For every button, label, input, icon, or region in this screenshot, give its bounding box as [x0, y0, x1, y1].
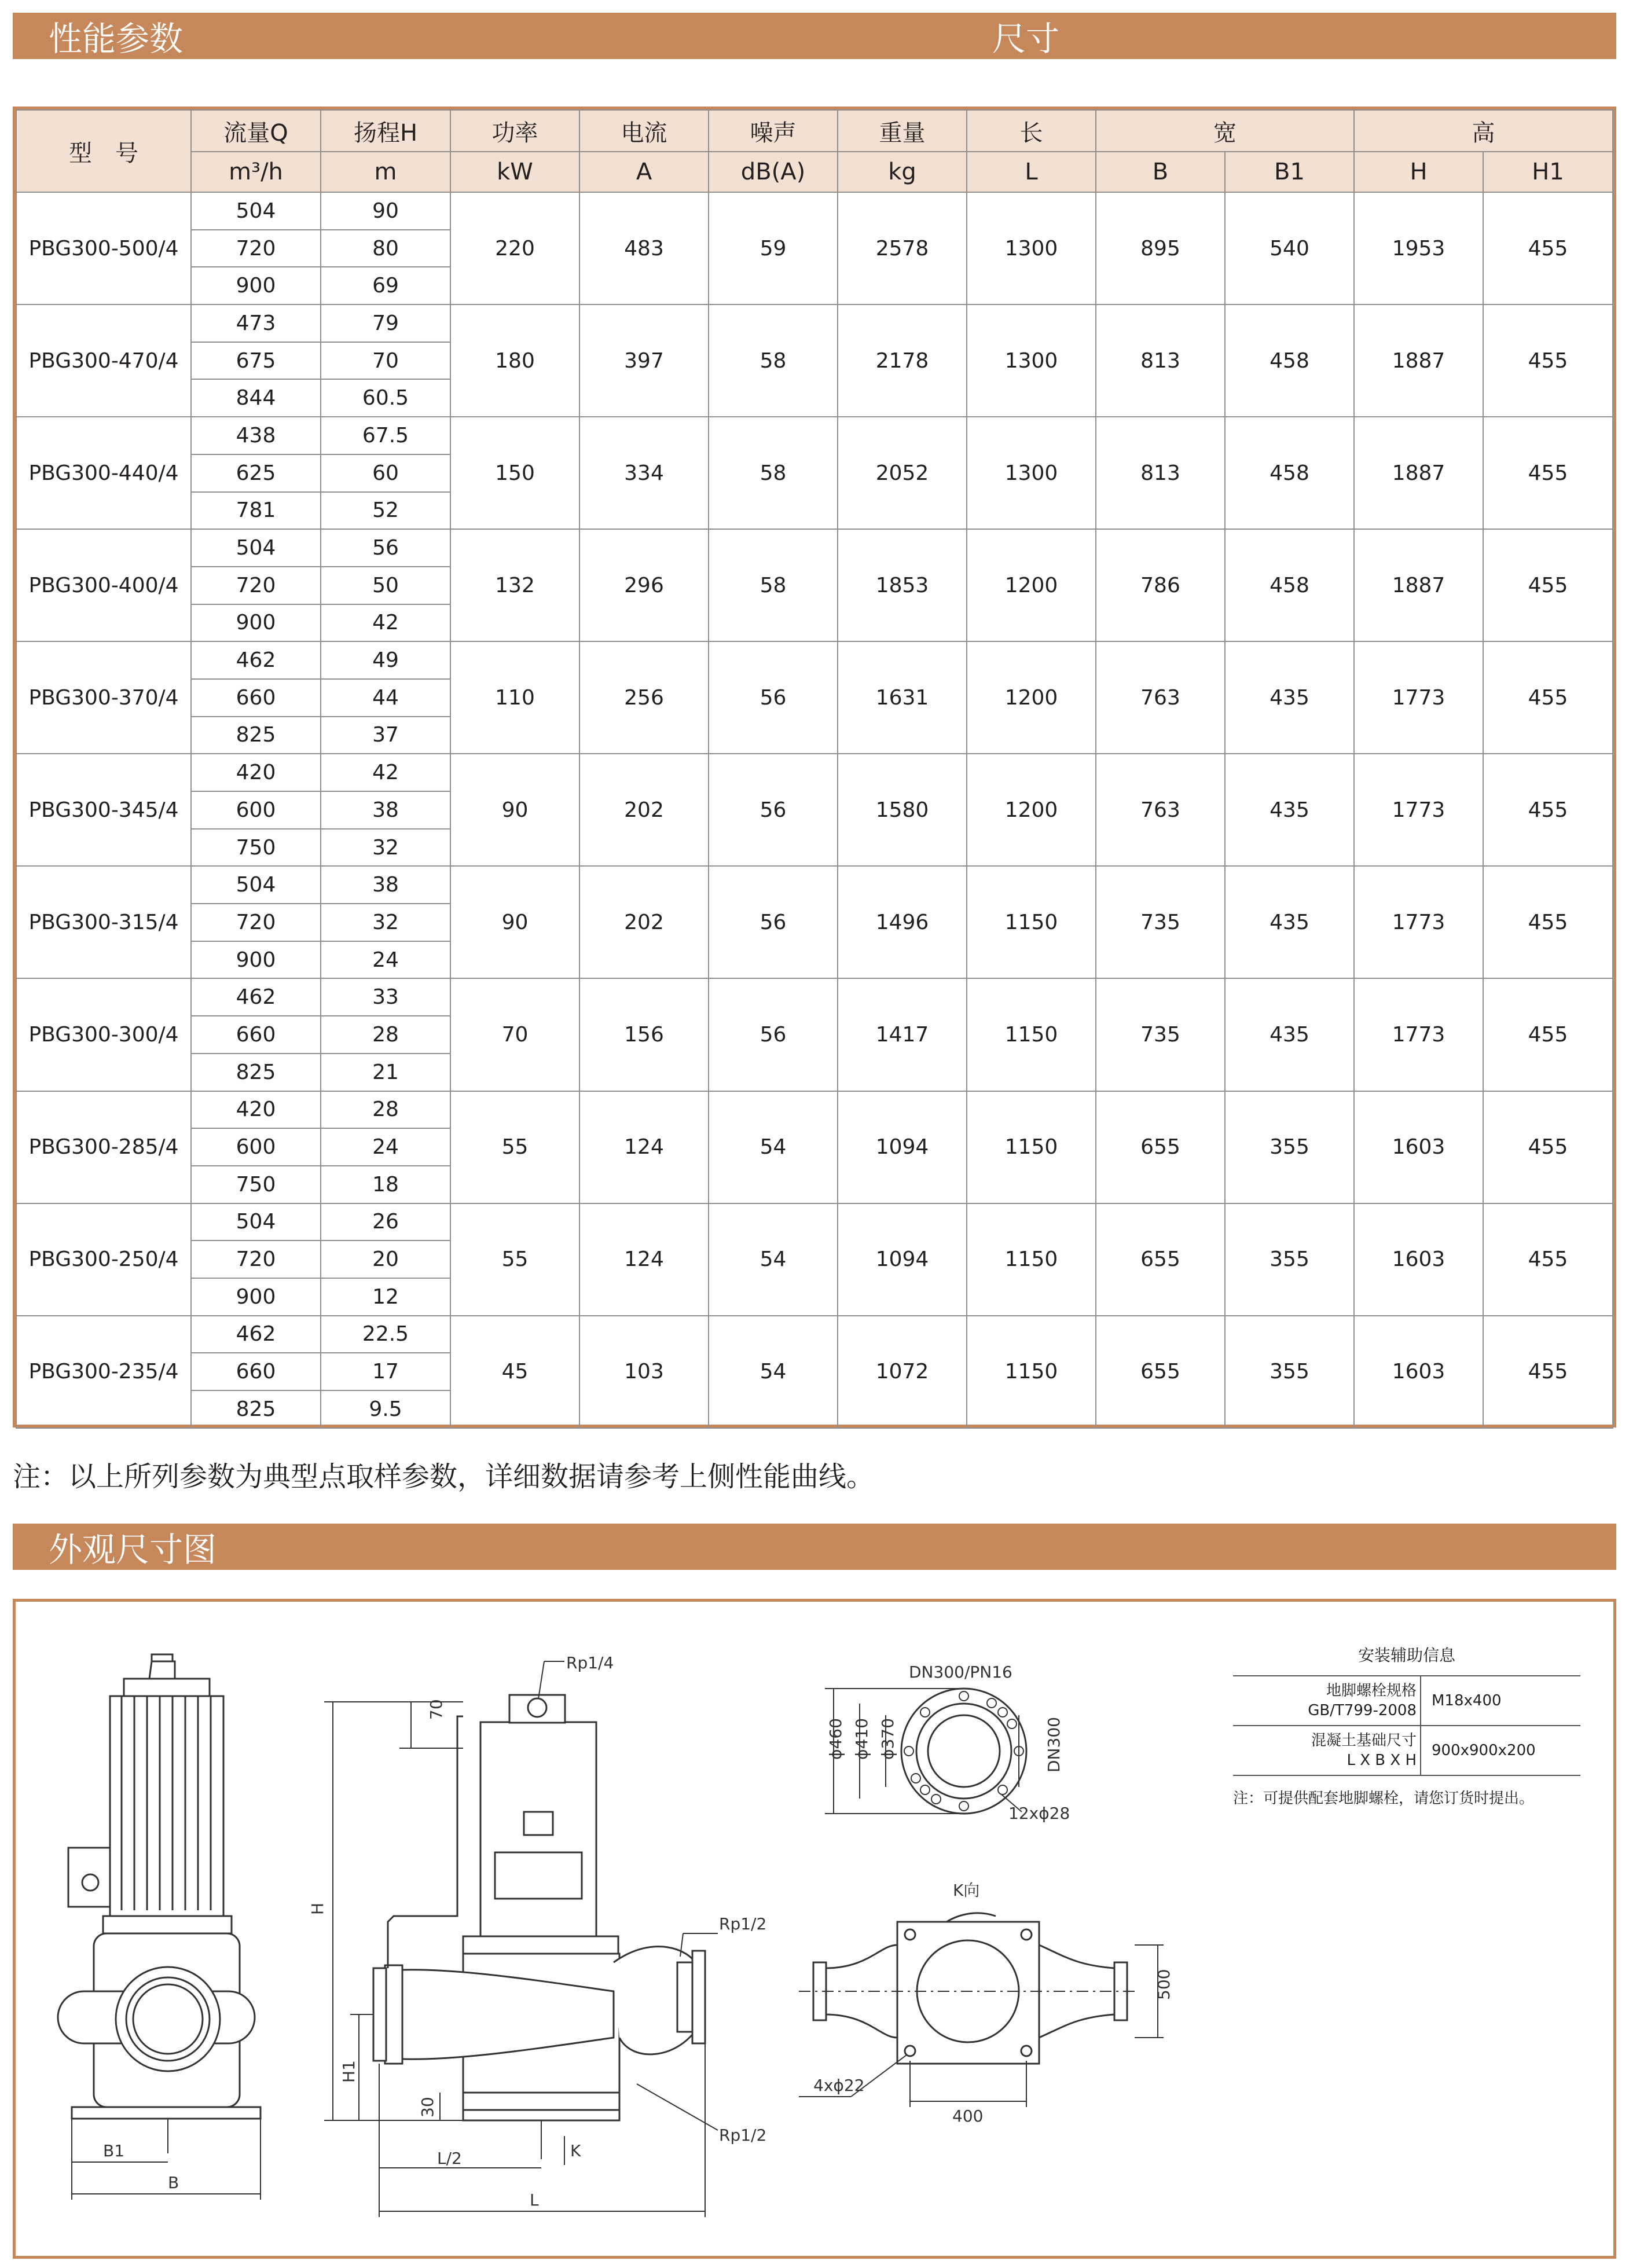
model-cell: PBG300-470/4: [16, 304, 191, 417]
current-cell: 256: [579, 641, 709, 754]
noise-cell: 56: [709, 866, 838, 978]
bolt-spec-label: 地脚螺栓规格: [1326, 1682, 1417, 1700]
width-b-cell: 813: [1096, 417, 1225, 529]
height-h-cell: 1773: [1354, 641, 1483, 754]
header-head: 扬程H: [321, 110, 450, 152]
head-cell: 67.5: [321, 417, 450, 454]
flow-cell: 660: [191, 1016, 321, 1054]
head-cell: 33: [321, 978, 450, 1016]
weight-cell: 1417: [838, 978, 967, 1091]
head-cell: 24: [321, 1128, 450, 1166]
flow-cell: 504: [191, 866, 321, 904]
width-b1-cell: 435: [1225, 754, 1354, 866]
width-b-cell: 655: [1096, 1316, 1225, 1428]
width-b1-cell: 458: [1225, 304, 1354, 417]
height-h-cell: 1603: [1354, 1091, 1483, 1203]
width-b-cell: 813: [1096, 304, 1225, 417]
performance-title: 性能参数: [49, 19, 184, 58]
unit-b: B: [1096, 152, 1225, 192]
width-b-cell: 655: [1096, 1203, 1225, 1316]
current-cell: 483: [579, 192, 709, 304]
model-cell: PBG300-440/4: [16, 417, 191, 529]
label-k-view: K向: [953, 1881, 980, 1900]
noise-cell: 58: [709, 304, 838, 417]
flow-cell: 462: [191, 978, 321, 1016]
noise-cell: 54: [709, 1091, 838, 1203]
label-500: 500: [1154, 1969, 1173, 2000]
flow-cell: 844: [191, 379, 321, 417]
current-cell: 202: [579, 866, 709, 978]
noise-cell: 56: [709, 754, 838, 866]
model-cell: PBG300-400/4: [16, 529, 191, 641]
model-cell: PBG300-235/4: [16, 1316, 191, 1428]
model-cell: PBG300-285/4: [16, 1091, 191, 1203]
width-b-cell: 735: [1096, 978, 1225, 1091]
power-cell: 150: [450, 417, 579, 529]
pump-side-view: [373, 1695, 705, 2120]
head-cell: 79: [321, 304, 450, 342]
power-cell: 132: [450, 529, 579, 641]
noise-cell: 58: [709, 529, 838, 641]
head-cell: 24: [321, 941, 450, 979]
weight-cell: 1072: [838, 1316, 967, 1428]
header-height: 高: [1354, 110, 1613, 152]
noise-cell: 56: [709, 978, 838, 1091]
power-cell: 90: [450, 866, 579, 978]
header-weight: 重量: [838, 110, 967, 152]
model-cell: PBG300-370/4: [16, 641, 191, 754]
width-b1-cell: 435: [1225, 978, 1354, 1091]
install-footnote: 注：可提供配套地脚螺栓，请您订货时提出。: [1233, 1790, 1535, 1807]
flow-cell: 825: [191, 717, 321, 754]
power-cell: 90: [450, 754, 579, 866]
noise-cell: 56: [709, 641, 838, 754]
flow-cell: 675: [191, 342, 321, 380]
current-cell: 397: [579, 304, 709, 417]
head-cell: 20: [321, 1241, 450, 1278]
flow-cell: 900: [191, 604, 321, 642]
height-h-cell: 1603: [1354, 1316, 1483, 1428]
power-cell: 55: [450, 1203, 579, 1316]
flow-cell: 900: [191, 941, 321, 979]
head-cell: 38: [321, 866, 450, 904]
header-length: 长: [967, 110, 1096, 152]
weight-cell: 1631: [838, 641, 967, 754]
weight-cell: 1094: [838, 1091, 967, 1203]
weight-cell: 1580: [838, 754, 967, 866]
head-cell: 44: [321, 679, 450, 717]
height-h1-cell: 455: [1483, 417, 1613, 529]
current-cell: 124: [579, 1091, 709, 1203]
unit-power: kW: [450, 152, 579, 192]
header-current: 电流: [579, 110, 709, 152]
flow-cell: 660: [191, 679, 321, 717]
flow-cell: 420: [191, 1091, 321, 1129]
install-info-title: 安装辅助信息: [1358, 1646, 1455, 1665]
unit-head: m: [321, 152, 450, 192]
length-cell: 1150: [967, 978, 1096, 1091]
width-b-cell: 763: [1096, 641, 1225, 754]
flow-cell: 750: [191, 1166, 321, 1203]
label-l-half: L/2: [437, 2149, 462, 2168]
head-cell: 69: [321, 267, 450, 304]
unit-flow: m³/h: [191, 152, 321, 192]
head-cell: 9.5: [321, 1390, 450, 1428]
height-h-cell: 1953: [1354, 192, 1483, 304]
label-dn300: DN300: [1044, 1717, 1063, 1772]
flow-cell: 720: [191, 904, 321, 941]
flow-cell: 438: [191, 417, 321, 454]
flow-cell: 420: [191, 754, 321, 791]
flow-cell: 462: [191, 641, 321, 679]
height-h-cell: 1773: [1354, 866, 1483, 978]
height-h1-cell: 455: [1483, 529, 1613, 641]
install-row-bolt-key: [1233, 1676, 1421, 1726]
current-cell: 156: [579, 978, 709, 1091]
label-d460: ϕ460: [826, 1718, 845, 1760]
length-cell: 1150: [967, 866, 1096, 978]
header-noise: 噪声: [709, 110, 838, 152]
power-cell: 70: [450, 978, 579, 1091]
height-h-cell: 1887: [1354, 529, 1483, 641]
height-h1-cell: 455: [1483, 978, 1613, 1091]
label-30: 30: [418, 2097, 437, 2117]
width-b1-cell: 355: [1225, 1316, 1354, 1428]
foundation-size-value: 900x900x200: [1421, 1726, 1580, 1775]
bolt-standard-label: GB/T799-2008: [1308, 1702, 1417, 1719]
width-b-cell: 735: [1096, 866, 1225, 978]
label-rp12-top: Rp1/2: [719, 1914, 767, 1933]
header-width: 宽: [1096, 110, 1354, 152]
flow-cell: 473: [191, 304, 321, 342]
flow-cell: 781: [191, 492, 321, 530]
height-h-cell: 1773: [1354, 754, 1483, 866]
height-h1-cell: 455: [1483, 1203, 1613, 1316]
header-power: 功率: [450, 110, 579, 152]
length-cell: 1150: [967, 1203, 1096, 1316]
head-cell: 70: [321, 342, 450, 380]
noise-cell: 54: [709, 1203, 838, 1316]
head-cell: 28: [321, 1016, 450, 1054]
weight-cell: 1853: [838, 529, 967, 641]
length-cell: 1300: [967, 192, 1096, 304]
flow-cell: 720: [191, 567, 321, 604]
unit-weight: kg: [838, 152, 967, 192]
length-cell: 1300: [967, 304, 1096, 417]
head-cell: 22.5: [321, 1316, 450, 1353]
label-rp14: Rp1/4: [566, 1653, 614, 1672]
bolt-spec-value: M18x400: [1421, 1676, 1580, 1726]
head-cell: 38: [321, 791, 450, 829]
power-cell: 180: [450, 304, 579, 417]
current-cell: 334: [579, 417, 709, 529]
head-cell: 80: [321, 230, 450, 267]
label-bolt-holes: 12xϕ28: [1008, 1804, 1070, 1823]
head-cell: 32: [321, 829, 450, 867]
dimension-title: 尺寸: [992, 19, 1060, 58]
unit-current: A: [579, 152, 709, 192]
foundation-size-label: 混凝土基础尺寸: [1311, 1732, 1417, 1749]
flow-cell: 504: [191, 192, 321, 230]
current-cell: 124: [579, 1203, 709, 1316]
pump-front-view: [58, 1654, 261, 2119]
length-cell: 1200: [967, 641, 1096, 754]
length-cell: 1200: [967, 754, 1096, 866]
width-b1-cell: 540: [1225, 192, 1354, 304]
current-cell: 202: [579, 754, 709, 866]
width-b-cell: 763: [1096, 754, 1225, 866]
height-h1-cell: 455: [1483, 304, 1613, 417]
flow-cell: 825: [191, 1390, 321, 1428]
height-h1-cell: 455: [1483, 1091, 1613, 1203]
length-cell: 1200: [967, 529, 1096, 641]
unit-h1: H1: [1483, 152, 1613, 192]
label-400: 400: [952, 2106, 984, 2126]
width-b-cell: 895: [1096, 192, 1225, 304]
label-d370: ϕ370: [878, 1718, 897, 1760]
label-rp12-bottom: Rp1/2: [719, 2126, 767, 2145]
foundation-lbh-label: L X B X H: [1347, 1752, 1417, 1769]
header-model: 型 号: [16, 110, 191, 192]
model-cell: PBG300-500/4: [16, 192, 191, 304]
model-cell: PBG300-250/4: [16, 1203, 191, 1316]
flow-cell: 825: [191, 1054, 321, 1091]
head-cell: 18: [321, 1166, 450, 1203]
height-h1-cell: 455: [1483, 866, 1613, 978]
unit-b1: B1: [1225, 152, 1354, 192]
label-d410: ϕ410: [852, 1718, 871, 1760]
head-cell: 60.5: [321, 379, 450, 417]
height-h-cell: 1887: [1354, 304, 1483, 417]
weight-cell: 2178: [838, 304, 967, 417]
front-view-dimensions: [72, 2119, 261, 2200]
height-h1-cell: 455: [1483, 641, 1613, 754]
header-flow: 流量Q: [191, 110, 321, 152]
width-b1-cell: 458: [1225, 417, 1354, 529]
width-b1-cell: 355: [1225, 1203, 1354, 1316]
weight-cell: 1094: [838, 1203, 967, 1316]
unit-noise: dB(A): [709, 152, 838, 192]
model-cell: PBG300-345/4: [16, 754, 191, 866]
flow-cell: 625: [191, 454, 321, 492]
height-h1-cell: 455: [1483, 192, 1613, 304]
flow-cell: 900: [191, 1278, 321, 1316]
head-cell: 17: [321, 1353, 450, 1390]
height-h1-cell: 455: [1483, 754, 1613, 866]
noise-cell: 58: [709, 417, 838, 529]
label-h1: H1: [339, 2060, 358, 2083]
table-note: 注：以上所列参数为典型点取样参数，详细数据请参考上侧性能曲线。: [13, 1460, 875, 1493]
flow-cell: 600: [191, 791, 321, 829]
label-l: L: [530, 2190, 539, 2210]
height-h-cell: 1603: [1354, 1203, 1483, 1316]
label-b1: B1: [103, 2141, 125, 2160]
flow-cell: 750: [191, 829, 321, 867]
flow-cell: 600: [191, 1128, 321, 1166]
length-cell: 1150: [967, 1091, 1096, 1203]
head-cell: 60: [321, 454, 450, 492]
power-cell: 110: [450, 641, 579, 754]
length-cell: 1150: [967, 1316, 1096, 1428]
noise-cell: 59: [709, 192, 838, 304]
height-h-cell: 1887: [1354, 417, 1483, 529]
width-b1-cell: 435: [1225, 641, 1354, 754]
model-cell: PBG300-300/4: [16, 978, 191, 1091]
power-cell: 45: [450, 1316, 579, 1428]
flow-cell: 900: [191, 267, 321, 304]
model-cell: PBG300-315/4: [16, 866, 191, 978]
width-b-cell: 786: [1096, 529, 1225, 641]
head-cell: 42: [321, 604, 450, 642]
power-cell: 220: [450, 192, 579, 304]
label-flange-standard: DN300/PN16: [909, 1663, 1012, 1682]
install-info-table: [1233, 1675, 1580, 1776]
label-h: H: [308, 1902, 327, 1915]
head-cell: 52: [321, 492, 450, 530]
head-cell: 37: [321, 717, 450, 754]
install-info: [1233, 1643, 1580, 1808]
head-cell: 28: [321, 1091, 450, 1129]
unit-h: H: [1354, 152, 1483, 192]
width-b1-cell: 435: [1225, 866, 1354, 978]
current-cell: 296: [579, 529, 709, 641]
install-row-foundation-key: [1233, 1726, 1421, 1775]
width-b-cell: 655: [1096, 1091, 1225, 1203]
power-cell: 55: [450, 1091, 579, 1203]
label-4-holes: 4xϕ22: [813, 2076, 865, 2095]
head-cell: 21: [321, 1054, 450, 1091]
noise-cell: 54: [709, 1316, 838, 1428]
height-h1-cell: 455: [1483, 1316, 1613, 1428]
head-cell: 42: [321, 754, 450, 791]
weight-cell: 2052: [838, 417, 967, 529]
head-cell: 32: [321, 904, 450, 941]
head-cell: 26: [321, 1203, 450, 1241]
flow-cell: 462: [191, 1316, 321, 1353]
head-cell: 56: [321, 529, 450, 567]
head-cell: 50: [321, 567, 450, 604]
label-70: 70: [427, 1699, 446, 1720]
length-cell: 1300: [967, 417, 1096, 529]
head-cell: 12: [321, 1278, 450, 1316]
label-k: K: [570, 2141, 581, 2160]
head-cell: 90: [321, 192, 450, 230]
width-b1-cell: 458: [1225, 529, 1354, 641]
width-b1-cell: 355: [1225, 1091, 1354, 1203]
flow-cell: 720: [191, 1241, 321, 1278]
weight-cell: 1496: [838, 866, 967, 978]
unit-length: L: [967, 152, 1096, 192]
weight-cell: 2578: [838, 192, 967, 304]
flow-cell: 504: [191, 529, 321, 567]
label-b: B: [168, 2173, 179, 2192]
head-cell: 49: [321, 641, 450, 679]
flow-cell: 720: [191, 230, 321, 267]
flow-cell: 660: [191, 1353, 321, 1390]
outline-drawing-title: 外观尺寸图: [49, 1530, 217, 1569]
current-cell: 103: [579, 1316, 709, 1428]
flow-cell: 504: [191, 1203, 321, 1241]
height-h-cell: 1773: [1354, 978, 1483, 1091]
